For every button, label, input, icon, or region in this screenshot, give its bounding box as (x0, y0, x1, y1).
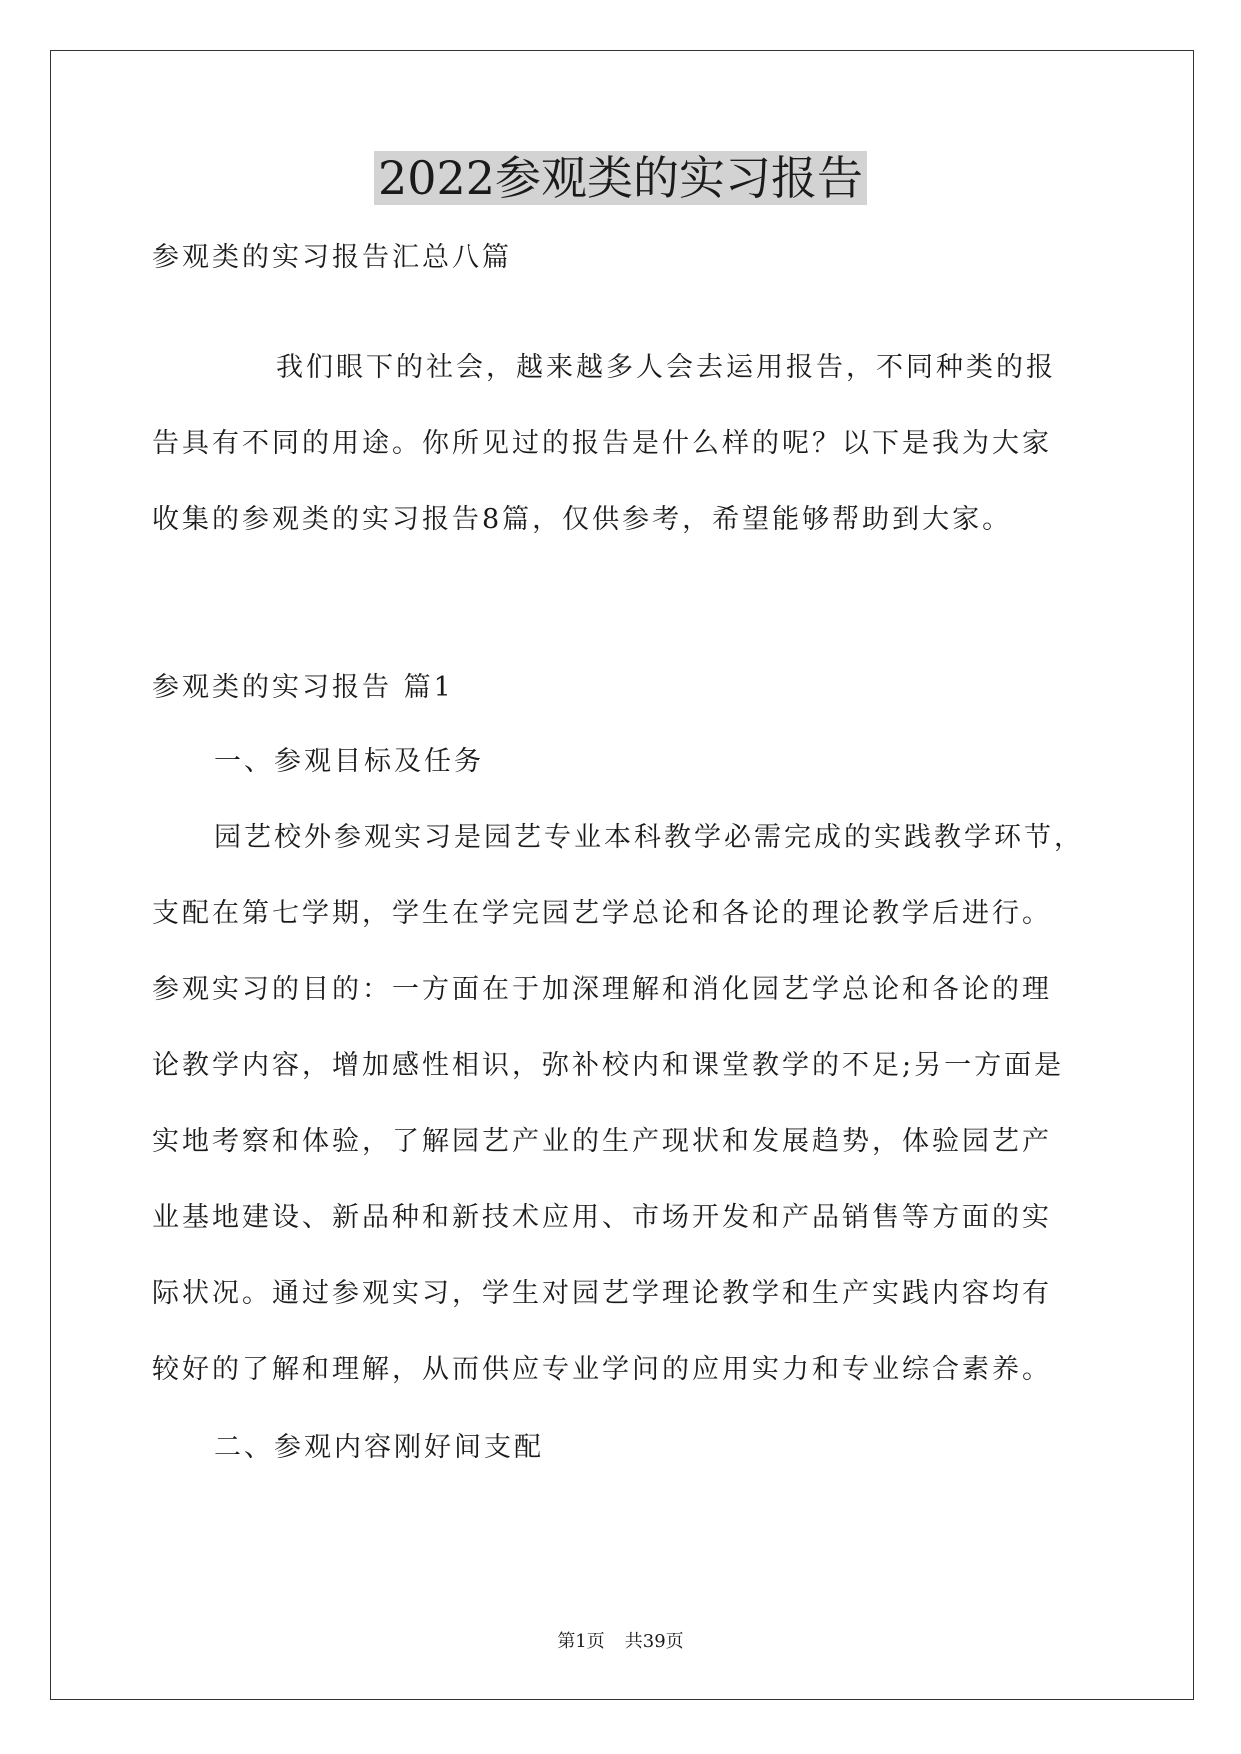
document-title (0, 148, 1241, 208)
intro-line-2: 告具有不同的用途。你所见过的报告是什么样的呢？以下是我为大家 (152, 428, 1052, 459)
body-line-6: 业基地建设、新品种和新技术应用、市场开发和产品销售等方面的实 (152, 1202, 1052, 1233)
subtitle: 参观类的实习报告汇总八篇 (152, 242, 512, 273)
body-line-7: 际状况。通过参观实习，学生对园艺学理论教学和生产实践内容均有 (152, 1278, 1052, 1309)
title-text: 2022参观类的实习报告 (374, 151, 867, 205)
body-line-1: 园艺校外参观实习是园艺专业本科教学必需完成的实践教学环节， (214, 822, 1084, 853)
body-line-5: 实地考察和体验，了解园艺产业的生产现状和发展趋势，体验园艺产 (152, 1126, 1052, 1157)
heading-1: 一、参观目标及任务 (214, 746, 484, 777)
body-line-4: 论教学内容，增加感性相识，弥补校内和课堂教学的不足;另一方面是 (152, 1050, 1065, 1081)
page-footer (0, 1630, 1241, 1654)
body-line-3: 参观实习的目的：一方面在于加深理解和消化园艺学总论和各论的理 (152, 974, 1052, 1005)
heading-2: 二、参观内容刚好间支配 (214, 1432, 544, 1463)
intro-line-3: 收集的参观类的实习报告8篇，仅供参考，希望能够帮助到大家。 (152, 504, 1013, 535)
body-line-8: 较好的了解和理解，从而供应专业学问的应用实力和专业综合素养。 (152, 1354, 1052, 1385)
intro-line-1: 我们眼下的社会，越来越多人会去运用报告，不同种类的报 (276, 352, 1056, 383)
body-line-2: 支配在第七学期，学生在学完园艺学总论和各论的理论教学后进行。 (152, 898, 1052, 929)
page-total: 共39页 (624, 1631, 684, 1652)
section-title: 参观类的实习报告 篇1 (152, 672, 454, 703)
page-number: 第1页 (557, 1631, 605, 1652)
